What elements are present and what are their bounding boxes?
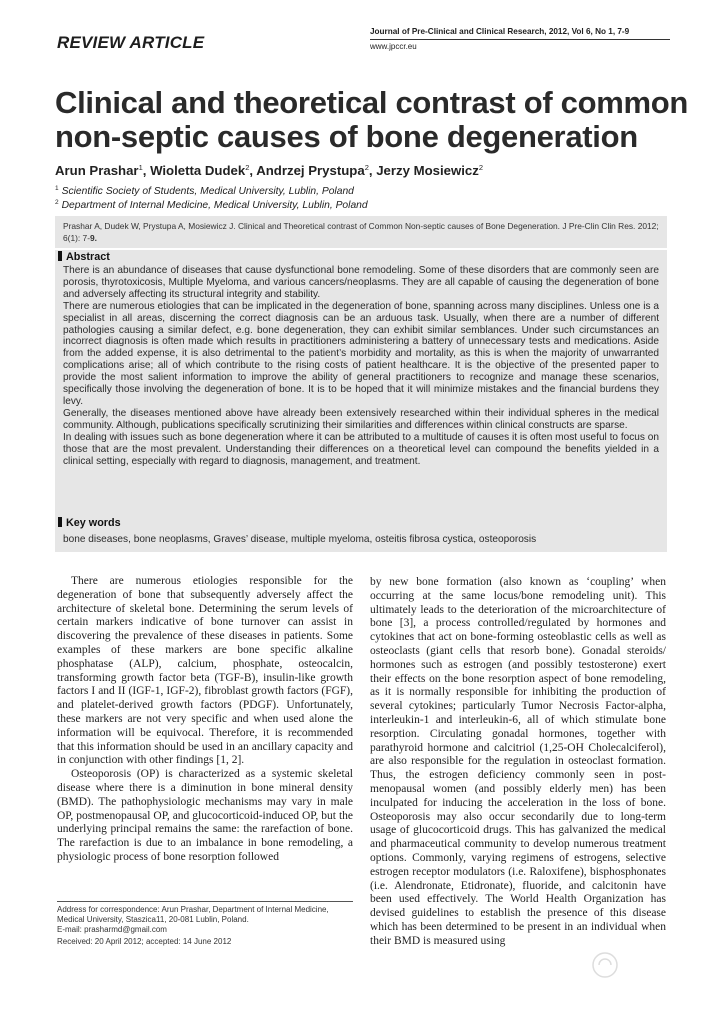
abstract-paragraph: There is an abundance of diseases that cause dysfunctional bone remodeling. Some of these disorders that are commonly seen are porosis, thyrotoxicosis, Multiple Myeloma, and various cancers/neoplasms. They are all capable of causing the degeneration of bone and adversely affecting its structural integrity and stability. xyxy=(63,265,659,300)
body-paragraph: by new bone formation (also known as ‘coupling’ when occurring at the same locus/bone remodeling unit). This ultimately leads to the deterioration of the microarchitecture of bone [3], a process controlled/regulated by hormones and cytokines that act on bone-forming osteoblastic cells as well as osteoclasts (giant cells that resorb bone). Gonadal steroids/ hormones such as estrogen (and possibly testosterone) exert their effects on the bone resorption aspect of bone remodeling, as it is normally responsible for inhibiting the production of several cytokines; particularly Tumor Necrosis Factor-alpha, interleukin-1 and interleukin-6, all of which stimulate bone resorption. Circulating gonadal hormones, together with parathyroid hormone and calcitriol (1,25-OH Cholecalciferol), are also responsible for the regulation in osteoclast formation. Thus, the estrogen deficiency commonly seen in post-menopausal women (and possibly elderly men) has been inculpated for inducing the acceleration in the loss of bone. Osteoporosis may also occur secondarily due to long-term usage of glucocorticoid drugs. This has galvanized the medical and pharmaceutical community to develop numerous treatment options. Commonly, varying regimens of estrogens, selective estrogen receptor modulators (i.e. Raloxifene), bisphosphonates (i.e. Alendronate, Etidronate), fluoride, and calcitonin have been used effectively. The World Health Organization has devised guidelines to establish the presence of this disease which has been determined to be present in an individual when their BMD is measured using xyxy=(370,576,666,947)
affiliation-2: $^2$ Department of Internal Medicine, Medical University, Lublin, Poland xyxy=(55,199,368,211)
header-divider xyxy=(370,39,670,40)
body-column-right xyxy=(370,576,666,949)
abstract-text xyxy=(63,265,659,467)
journal-citation-line: Journal of Pre-Clinical and Clinical Research, 2012, Vol 6, No 1, 7-9 xyxy=(370,27,630,36)
watermark-stamp-icon xyxy=(590,950,620,980)
abstract-heading: Abstract xyxy=(58,251,110,263)
footnote-divider xyxy=(57,901,353,902)
author-name: Jerzy Mosiewicz xyxy=(376,163,479,178)
keywords-heading: Key words xyxy=(58,517,121,529)
author-name: Wioletta Dudek xyxy=(150,163,246,178)
section-marker-icon xyxy=(58,517,62,527)
section-marker-icon xyxy=(58,251,62,261)
journal-website-link[interactable]: www.jpccr.eu xyxy=(370,42,417,51)
author-name: Andrzej Prystupa xyxy=(256,163,365,178)
citation-text: Prashar A, Dudek W, Prystupa A, Mosiewicz J. Clinical and Theoretical contrast of Common Non-septic causes of Bone Degeneration. J Pre-Clin Clin Res. 2012; 6(1): 7-9. xyxy=(63,221,659,243)
keywords-text: bone diseases, bone neoplasms, Graves’ disease, multiple myeloma, osteitis fibrosa cystica, osteoporosis xyxy=(63,534,537,545)
correspondence-email[interactable]: E-mail: prasharmd@gmail.com xyxy=(57,925,167,934)
abstract-paragraph: In dealing with issues such as bone degeneration where it can be attributed to a multitude of causes it is often most useful to focus on those that are the most prevalent. Understanding their differences on a theoretical level can compound the benefits yielded in a clinical setting, especially with regard to diagnosis, management, and treatment. xyxy=(63,431,659,467)
author-name: Arun Prashar xyxy=(55,163,139,178)
correspondence-note: Address for correspondence: Arun Prashar, Department of Internal Medicine, Medical University, Staszica11, 20-081 Lublin, Poland. E-mail: prasharmd@gmail.com xyxy=(57,905,353,935)
author-affiliation-mark: 1 xyxy=(138,163,143,172)
section-label: REVIEW ARTICLE xyxy=(57,33,205,52)
citation-box xyxy=(55,216,667,248)
author-affiliation-mark: 2 xyxy=(364,163,369,172)
abstract-paragraph: Generally, the diseases mentioned above have already been extensively researched within their individual spheres in the medical community. Although, publications specifically scrutinizing their similarities and differences within clinical constructs are sparse. xyxy=(63,407,659,431)
author-affiliation-mark: 2 xyxy=(478,163,483,172)
author-affiliation-mark: 2 xyxy=(245,163,250,172)
author-list: Arun Prashar$^1$, Wioletta Dudek$^2$, Andrzej Prystupa$^2$, Jerzy Mosiewicz$^2$ xyxy=(55,163,483,178)
body-column-left xyxy=(57,575,353,865)
article-title: Clinical and theoretical contrast of common non-septic causes of bone degeneration xyxy=(55,85,689,154)
body-paragraph: There are numerous etiologies responsible for the degeneration of bone that subsequently adversely affect the architecture of skeletal bone. Determining the serum levels of certain markers indicative of bone turnover can assist in discovering the prevalence of these diseases in patients. Some examples of these markers are bone specific alkaline phosphatase (ALP), calcium, phosphate, osteocalcin, transforming growth factor beta (TGF-B), insulin-like growth factors I and II (IGF-1, IGF-2), fibroblast growth factors (FGF), and platelet-derived growth factors (PDGF). Unfortunately, these markers are not very specific and when used alone the information will be equivocal. Therefore, it is recommended that this information should be used in an ancillary capacity and in conjunction with other findings [1, 2]. xyxy=(57,575,353,767)
abstract-box xyxy=(55,250,667,552)
received-dates: Received: 20 April 2012; accepted: 14 June 2012 xyxy=(57,937,232,946)
body-paragraph: Osteoporosis (OP) is characterized as a systemic skeletal disease where there is a diminution in bone mineral density (BMD). The pathophysiologic mechanisms may vary in male OP, postmenopausal OP, and glucocorticoid-induced OP, but the underlying principal remains the same: the rarefaction of bone. The rarefaction is due to an imbalance in bone remodeling, a physiologic process of bone resorption followed xyxy=(57,768,353,863)
abstract-paragraph: There are numerous etiologies that can be implicated in the degeneration of bone, spanning across many disciplines. Unless one is a specialist in all areas, discerning the correct diagnosis can be an arduous task. Usually, when there are a number of different pathologies causing a similar defect, e.g. bone degeneration, they can exhibit similar semblances. Under such circumstances an incorrect diagnosis is often made which results in practitioners administering a battery of unnecessary tests and medications. Aside from the added expense, it is also detrimental to the patient’s morbidity and mortality, as this is when the majority of unwarranted complications arise; all of which contribute to the rising costs of patient healthcare. It is the objective of the presented paper to provide the most salient information to improve the ability of general practitioners to recognize and manage these scenarios, specifically those involving the degeneration of bone. It is to be hoped that it will minimize mistakes and the financial burdens they levy. xyxy=(63,300,659,407)
affiliation-1: $^1$ Scientific Society of Students, Medical University, Lublin, Poland xyxy=(55,185,354,197)
